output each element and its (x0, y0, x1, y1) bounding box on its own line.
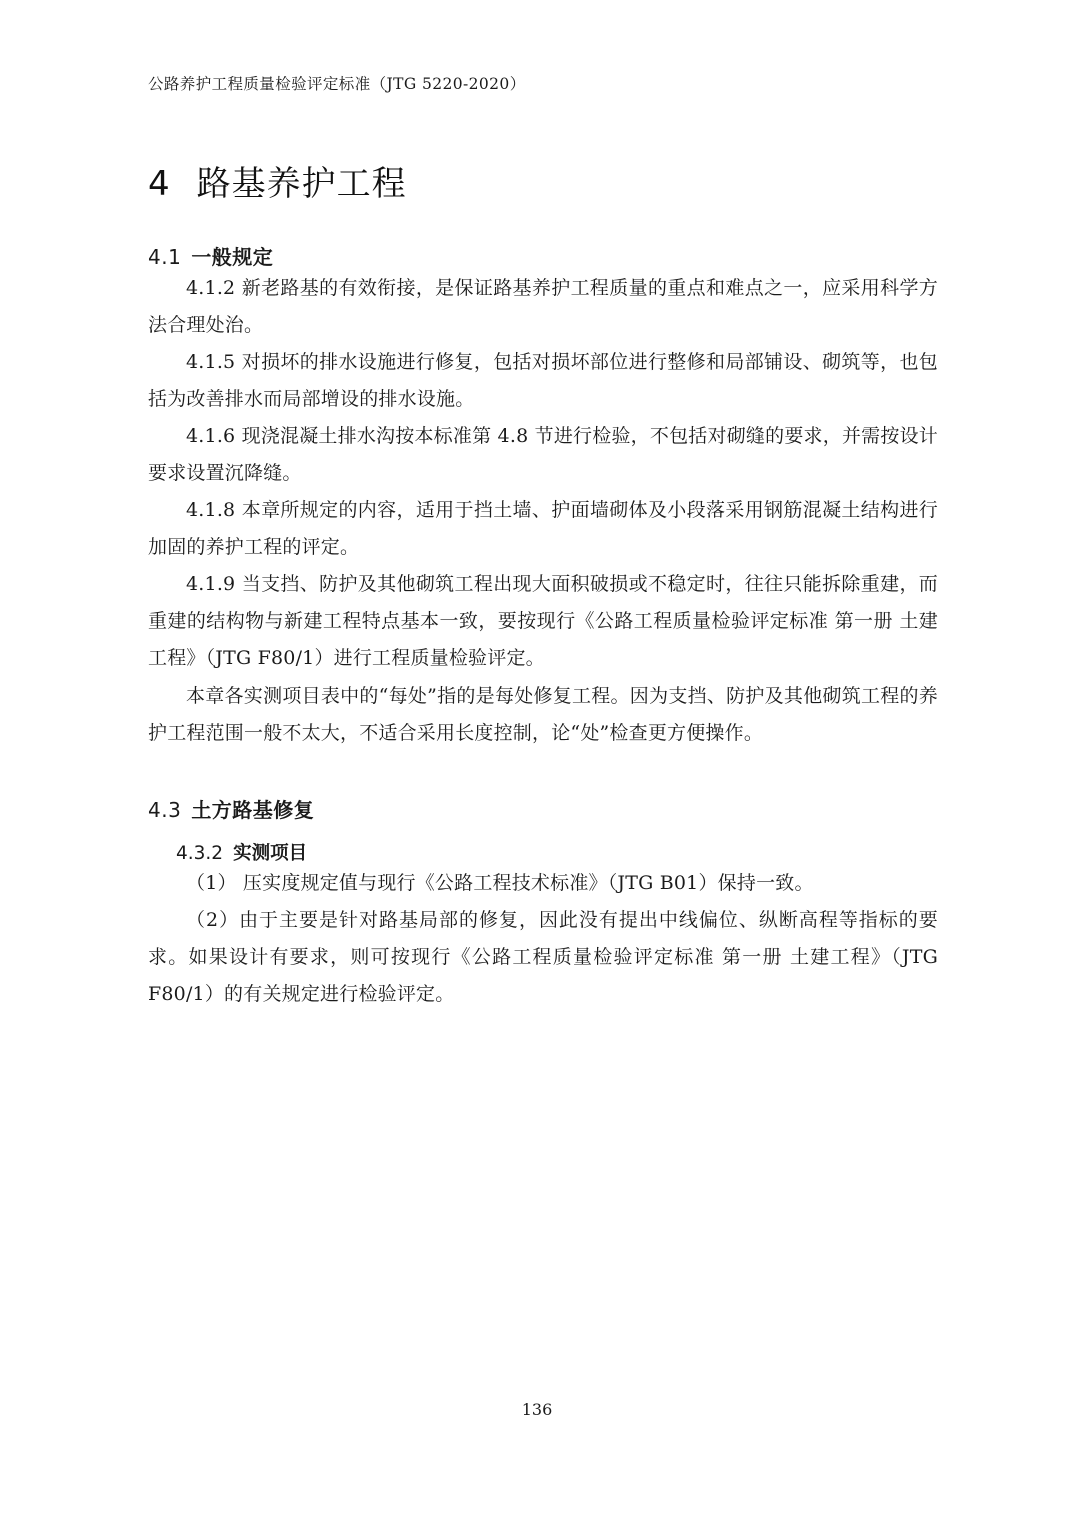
page-number: 136 (521, 1400, 553, 1419)
subsection-heading-4-3-2 (176, 839, 938, 865)
section-heading-4-1 (148, 241, 938, 270)
clause-4-1-9: 4.1.9 当支挡、防护及其他砌筑工程出现大面积破损或不稳定时，往往只能拆除重建，而重建的结构物与新建工程特点基本一致，要按现行《公路工程质量检验评定标准 第一册 土建工程》（JTG F80/1）进行工程质量检验评定。 (148, 573, 938, 670)
clause-4-1-2: 4.1.2 新老路基的有效衔接，是保证路基养护工程质量的重点和难点之一，应采用科学方法合理处治。 (148, 277, 938, 337)
subsection-title-4-3-2: 实测项目 (233, 842, 308, 864)
clause-4-1-8: 4.1.8 本章所规定的内容，适用于挡土墙、护面墙砌体及小段落采用钢筋混凝土结构进行加固的养护工程的评定。 (148, 499, 938, 559)
clause-4-1-9-note: 本章各实测项目表中的“每处”指的是每处修复工程。因为支挡、防护及其他砌筑工程的养护工程范围一般不太大，不适合采用长度控制，论“处”检查更方便操作。 (148, 684, 938, 744)
section-title-4-3: 土方路基修复 (191, 797, 315, 822)
section-title-4-1: 一般规定 (191, 245, 274, 269)
section-number-4-1: 4.1 (148, 245, 182, 269)
chapter-title (148, 156, 938, 205)
chapter-number: 4 (148, 164, 171, 204)
subsection-number-4-3-2: 4.3.2 (176, 842, 224, 864)
page-content (148, 0, 938, 1013)
clause-4-1-6: 4.1.6 现浇混凝土排水沟按本标准第 4.8 节进行检验，不包括对砌缝的要求，并需按设计要求设置沉降缝。 (148, 425, 938, 485)
chapter-title-text: 路基养护工程 (196, 164, 407, 204)
item-4-3-2-2: （2）由于主要是针对路基局部的修复，因此没有提出中线偏位、纵断高程等指标的要求。如果设计有要求，则可按现行《公路工程质量检验评定标准 第一册 土建工程》（JTG F80/1）的有关规定进行检验评定。 (148, 908, 938, 1005)
section-number-4-3: 4.3 (148, 797, 182, 822)
item-4-3-2-1: （1） 压实度规定值与现行《公路工程技术标准》（JTG B01）保持一致。 (186, 871, 814, 894)
running-head: 公路养护工程质量检验评定标准（JTG 5220-2020） (148, 75, 526, 93)
section-heading-4-3 (148, 794, 938, 823)
clause-4-1-5: 4.1.5 对损坏的排水设施进行修复，包括对损坏部位进行整修和局部铺设、砌筑等，也包括为改善排水而局部增设的排水设施。 (148, 351, 938, 411)
